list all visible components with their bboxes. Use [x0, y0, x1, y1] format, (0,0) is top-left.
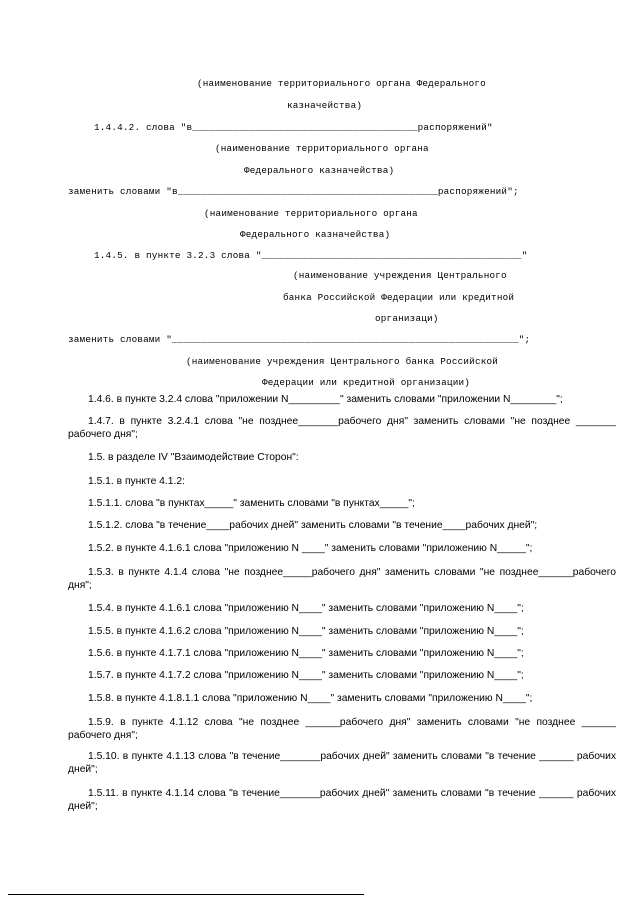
territorial-organ-caption-1: (наименование территориального органа Федерального — [197, 78, 486, 89]
territorial-organ-caption-3b: Федерального казначейства) — [240, 229, 391, 240]
clause-1-5-1-1: 1.5.1.1. слова "в пунктах_____" заменить словами "в пунктах_____"; — [88, 498, 415, 509]
clause-1-5-9: 1.5.9. в пункте 4.1.12 слова "не позднее ______рабочего дня" заменить словами "не позднее ______ рабочего дня"; — [68, 717, 616, 741]
clause-1-4-5: 1.4.5. в пункте 3.2.3 слова "_____________________________________________" — [94, 250, 528, 261]
footnote-divider — [8, 894, 364, 895]
clause-1-4-7: 1.4.7. в пункте 3.2.4.1 слова "не позднее_______рабочего дня" заменить словами "не позднее _______ рабочего дня"; — [68, 416, 616, 440]
clause-1-5-1: 1.5.1. в пункте 4.1.2: — [88, 476, 185, 487]
bank-caption-1c: организаци) — [375, 313, 439, 324]
clause-1-5-3: 1.5.3. в пункте 4.1.4 слова "не позднее_____рабочего дня" заменить словами "не позднее______рабочего дня"; — [68, 567, 616, 591]
clause-1-5-4: 1.5.4. в пункте 4.1.6.1 слова "приложению N____" заменить словами "приложению N____"; — [88, 603, 524, 614]
replace-with-line-2: заменить словами "____________________________________________________________"; — [68, 334, 531, 345]
clause-1-5: 1.5. в разделе IV "Взаимодействие Сторон": — [88, 452, 299, 463]
territorial-organ-caption-1b: казначейства) — [287, 100, 363, 111]
clause-1-5-1-2: 1.5.1.2. слова "в течение____рабочих дней" заменить словами "в течение____рабочих дней"; — [88, 520, 538, 531]
bank-caption-1: (наименование учреждения Центрального — [293, 270, 507, 281]
replace-with-line-1: заменить словами "в_____________________________________________распоряжений"; — [68, 186, 519, 197]
clause-1-5-2: 1.5.2. в пункте 4.1.6.1 слова "приложению N ____" заменить словами "приложению N_____"; — [88, 543, 533, 554]
clause-1-4-4-2: 1.4.4.2. слова "в_______________________________________распоряжений" — [94, 122, 493, 133]
clause-1-5-11: 1.5.11. в пункте 4.1.14 слова "в течение_______рабочих дней" заменить словами "в течение ______ рабочих дней"; — [68, 788, 616, 812]
territorial-organ-caption-2: (наименование территориального органа — [215, 143, 429, 154]
territorial-organ-caption-3: (наименование территориального органа — [204, 208, 418, 219]
clause-1-5-5: 1.5.5. в пункте 4.1.6.2 слова "приложению N____" заменить словами "приложению N____"; — [88, 626, 524, 637]
bank-caption-1b: банка Российской Федерации или кредитной — [283, 292, 515, 303]
territorial-organ-caption-2b: Федерального казначейства) — [244, 165, 395, 176]
clause-1-4-6: 1.4.6. в пункте 3.2.4 слова "приложении N_________" заменить словами "приложении N________"; — [88, 394, 563, 405]
clause-1-5-6: 1.5.6. в пункте 4.1.7.1 слова "приложению N____" заменить словами "приложению N____"; — [88, 648, 524, 659]
clause-1-5-8: 1.5.8. в пункте 4.1.8.1.1 слова "приложению N____" заменить словами "приложению N____"; — [88, 693, 533, 704]
clause-1-5-10: 1.5.10. в пункте 4.1.13 слова "в течение_______рабочих дней" заменить словами "в течение ______ рабочих дней"; — [68, 751, 616, 775]
clause-1-5-7: 1.5.7. в пункте 4.1.7.2 слова "приложению N____" заменить словами "приложению N____"; — [88, 670, 524, 681]
bank-caption-2b: Федерации или кредитной организации) — [262, 377, 471, 388]
bank-caption-2: (наименование учреждения Центрального банка Российской — [186, 356, 499, 367]
